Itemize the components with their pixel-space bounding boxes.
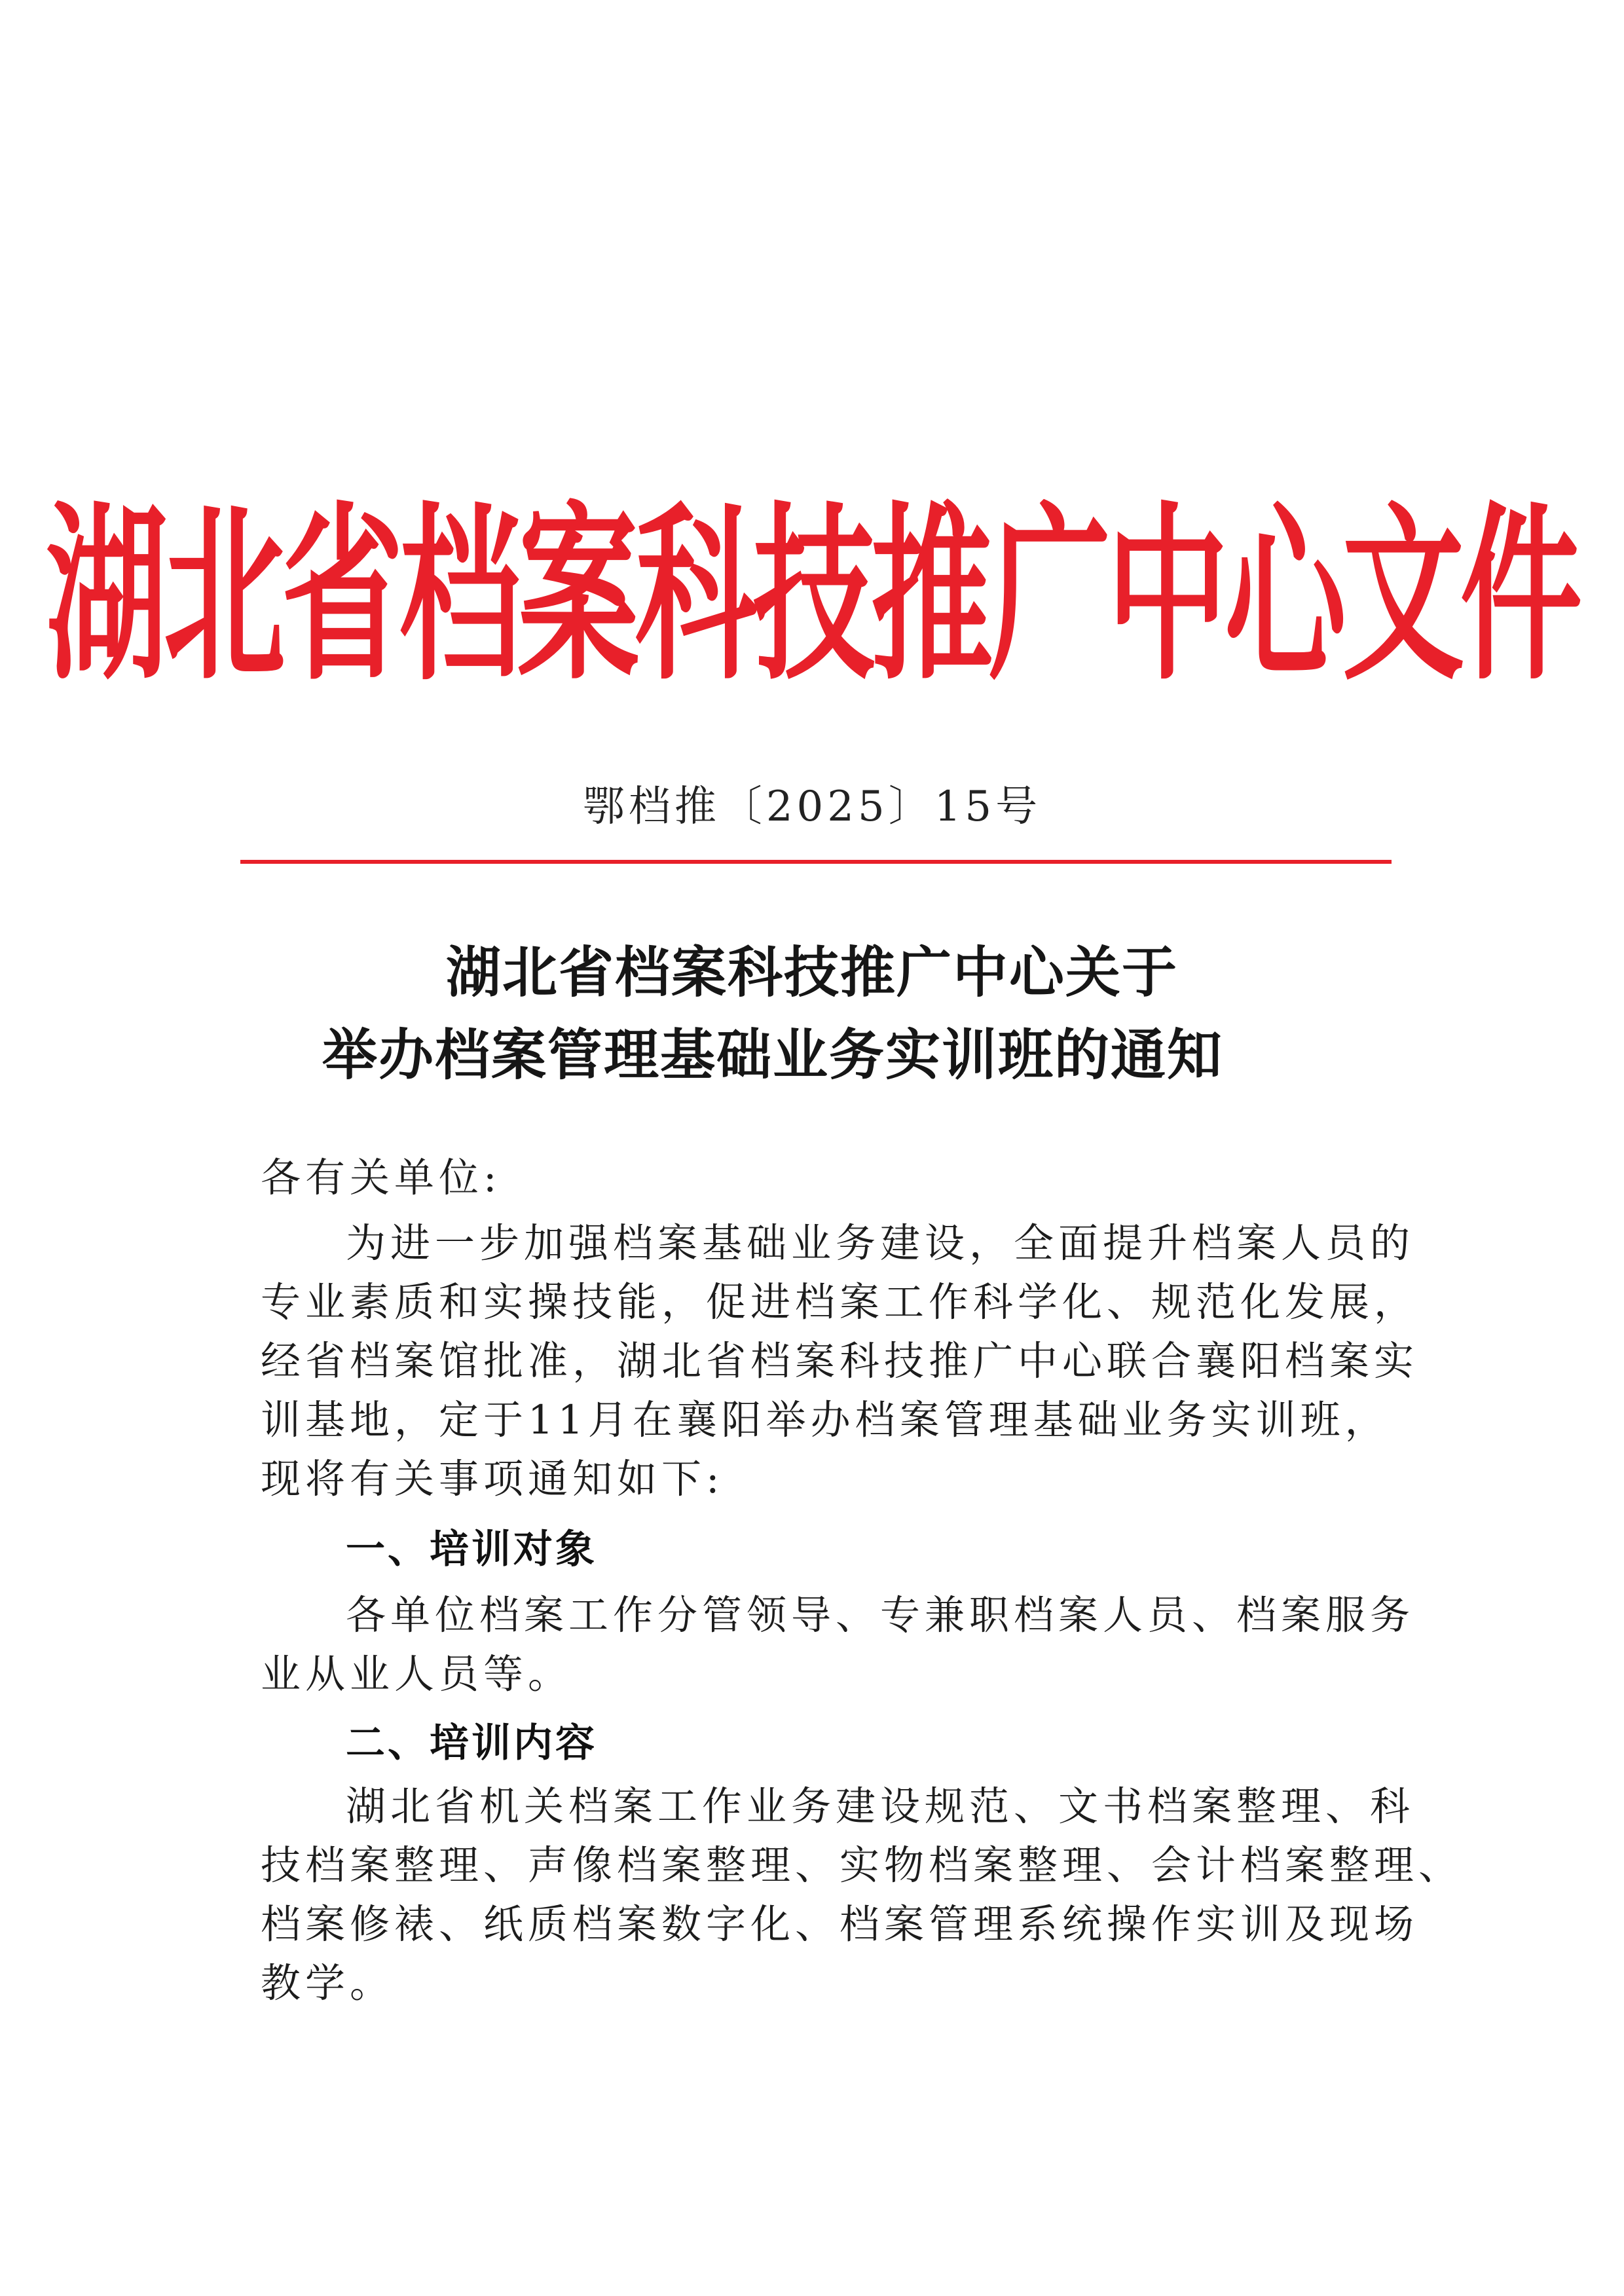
salutation: 各有关单位:	[261, 1155, 502, 1201]
section-line: 技档案整理、声像档案整理、实物档案整理、会计档案整理、	[261, 1842, 1464, 1889]
section-line: 档案修裱、纸质档案数字化、档案管理系统操作实训及现场	[261, 1901, 1419, 1948]
section-line: 湖北省机关档案工作业务建设规范、文书档案整理、科	[346, 1783, 1415, 1830]
intro-line: 为进一步加强档案基础业务建设，全面提升档案人员的	[346, 1220, 1415, 1267]
section-line: 各单位档案工作分管领导、专兼职档案人员、档案服务	[346, 1592, 1415, 1639]
red-separator-line	[240, 860, 1392, 864]
intro-line: 经省档案馆批准，湖北省档案科技推广中心联合襄阳档案实	[261, 1338, 1419, 1384]
section-line: 教学。	[261, 1960, 395, 2007]
intro-line: 专业素质和实操技能，促进档案工作科学化、规范化发展，	[261, 1279, 1419, 1325]
intro-line: 现将有关事项通知如下:	[261, 1456, 724, 1502]
intro-line: 训基地，定于11月在襄阳举办档案管理基础业务实训班，	[261, 1397, 1390, 1443]
document-title-line-2: 举办档案管理基础业务实训班的通知	[322, 1022, 1223, 1087]
section-line: 业从业人员等。	[261, 1651, 573, 1697]
section-heading-training-content: 二、培训内容	[346, 1720, 597, 1766]
document-number: 鄂档推〔2025〕15号	[582, 783, 1042, 831]
section-heading-training-target: 一、培训对象	[346, 1527, 597, 1572]
issuer-red-header: 湖北省档案科技推广中心文件	[46, 485, 1579, 706]
document-title-line-1: 湖北省档案科技推广中心关于	[445, 940, 1178, 1005]
